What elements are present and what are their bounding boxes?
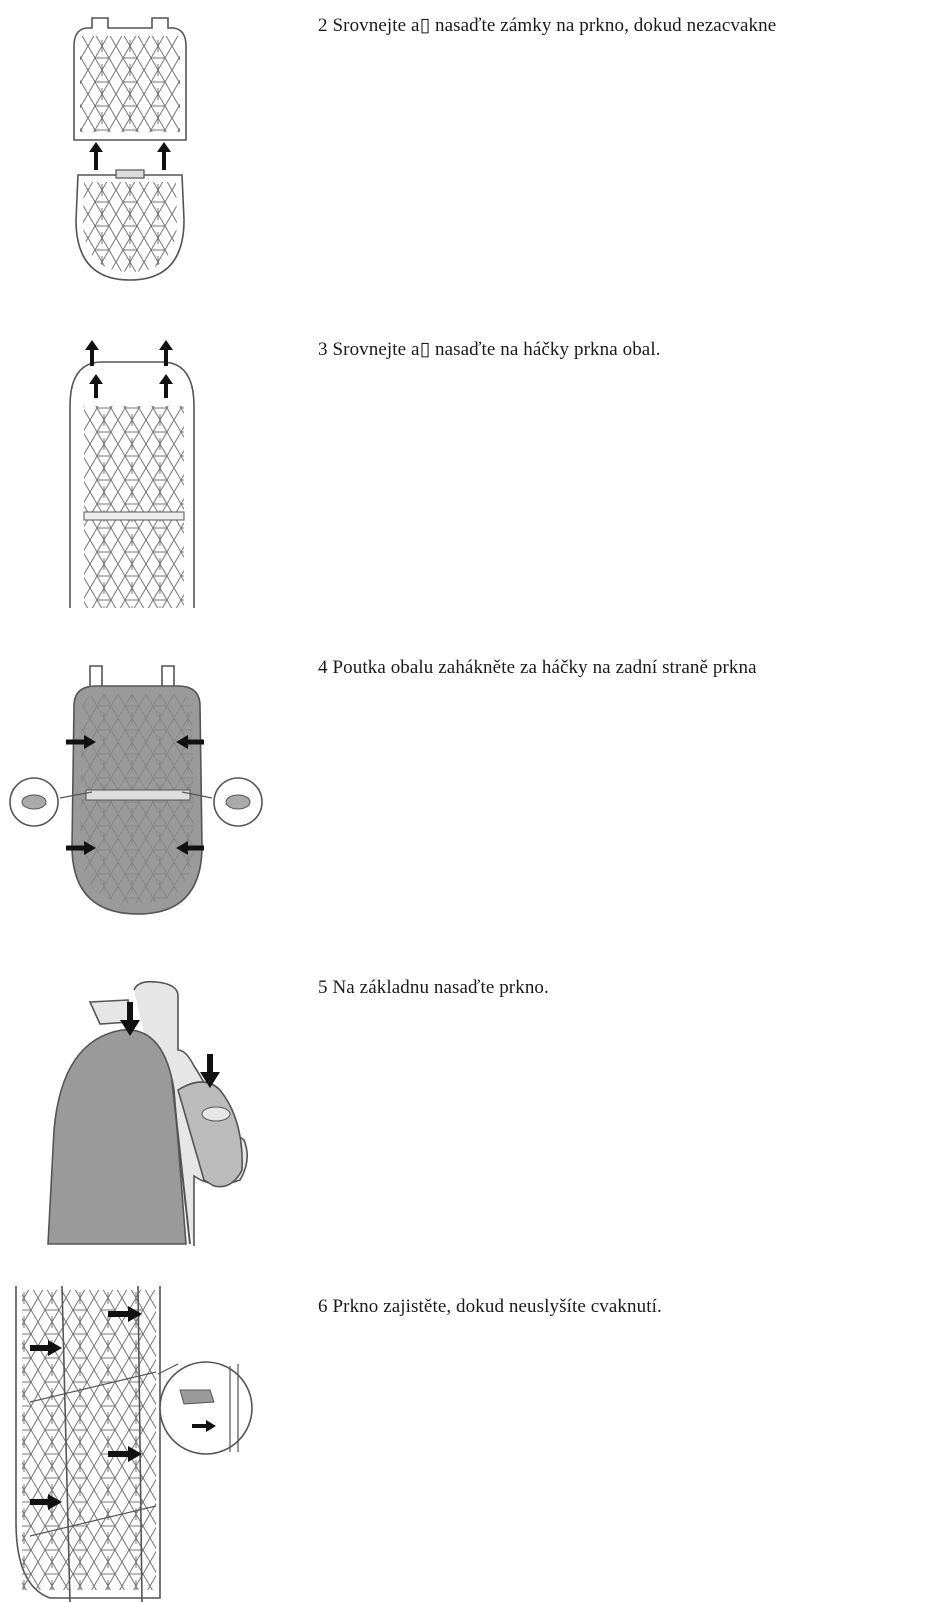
step-4-text [318,657,757,679]
step-5-illustration [44,980,254,1246]
step-5-number: 5 [318,977,328,998]
step-4 [0,640,928,930]
step-6-number: 6 [318,1296,328,1317]
step-3-illustration [62,336,202,608]
step-2-instruction: Srovnejte a▯ nasaďte zámky na prkno, dokud nezacvakne [332,15,777,36]
step-6-illustration [10,1286,260,1602]
step-6-text [318,1296,662,1318]
step-5 [0,960,928,1250]
step-6-instruction: Prkno zajistěte, dokud neuslyšíte cvaknutí. [332,1296,662,1317]
step-6 [0,1280,928,1603]
step-2-text [318,14,776,37]
step-4-illustration [6,658,266,920]
step-5-text [318,977,549,999]
step-2-illustration [60,10,200,290]
step-4-instruction: Poutka obalu zahákněte za háčky na zadní straně prkna [332,657,757,678]
step-2-number: 2 [318,15,328,36]
step-2 [0,0,928,300]
step-4-number: 4 [318,657,328,678]
step-3-instruction: Srovnejte a▯ nasaďte na háčky prkna obal. [332,339,661,360]
step-3 [0,330,928,610]
step-5-instruction: Na základnu nasaďte prkno. [332,977,549,998]
step-3-text [318,338,661,361]
step-3-number: 3 [318,339,328,360]
